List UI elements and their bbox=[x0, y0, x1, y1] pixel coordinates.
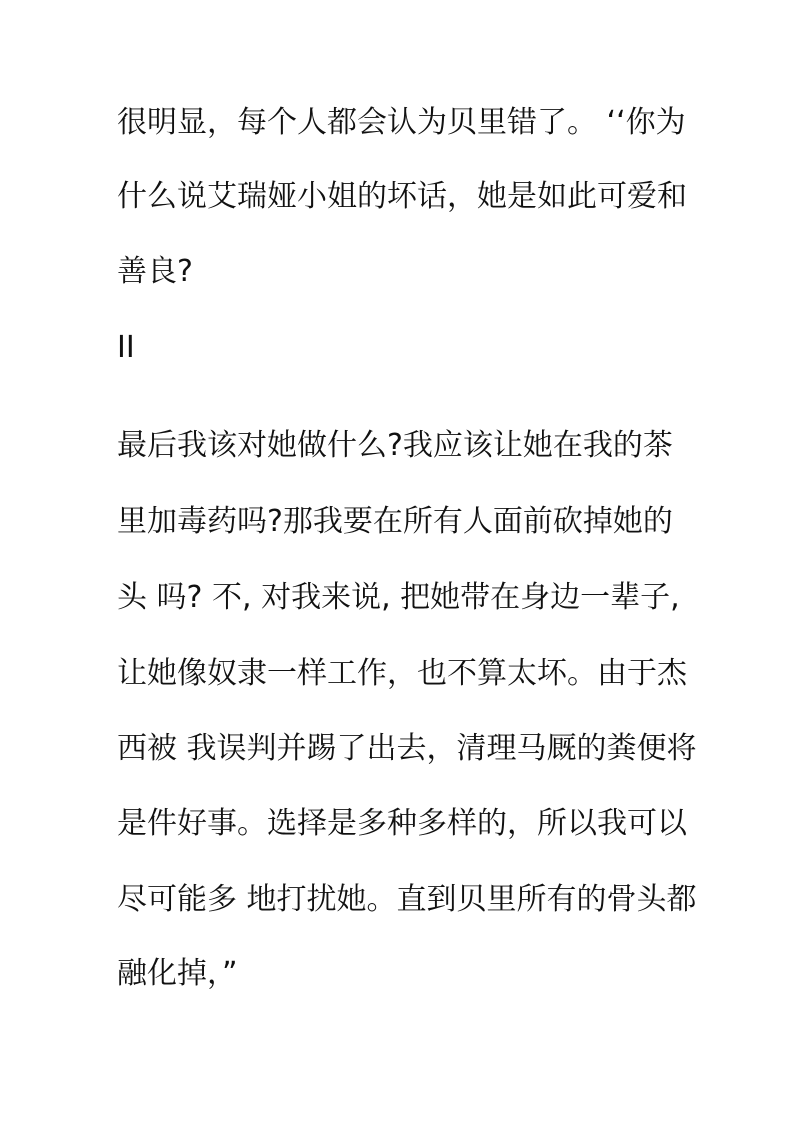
text-line: 西被 我误判并踢了出去，清理马厩的粪便将 bbox=[117, 731, 697, 766]
text-line: 融化掉，” bbox=[117, 956, 238, 991]
text-line: 最后我该对她做什么?我应该让她在我的茶 bbox=[117, 428, 673, 463]
text-line: 善良? bbox=[117, 254, 193, 289]
text-line: 什么说艾瑞娅小姐的坏话，她是如此可爱和 bbox=[117, 179, 687, 214]
text-line: 是件好事。选择是多种多样的，所以我可以 bbox=[117, 806, 687, 841]
text-line: 很明显，每个人都会认为贝里错了。 ‘‘你为 bbox=[117, 105, 686, 140]
text-line: 头 吗? 不, 对我来说, 把她带在身边一辈子, bbox=[117, 580, 680, 615]
text-line: II bbox=[117, 330, 135, 365]
text-line: 尽可能多 地打扰她。直到贝里所有的骨头都 bbox=[117, 882, 697, 917]
text-line: 让她像奴隶一样工作，也不算太坏。由于杰 bbox=[117, 656, 687, 691]
text-line: 里加毒药吗?那我要在所有人面前砍掉她的 bbox=[117, 504, 673, 539]
